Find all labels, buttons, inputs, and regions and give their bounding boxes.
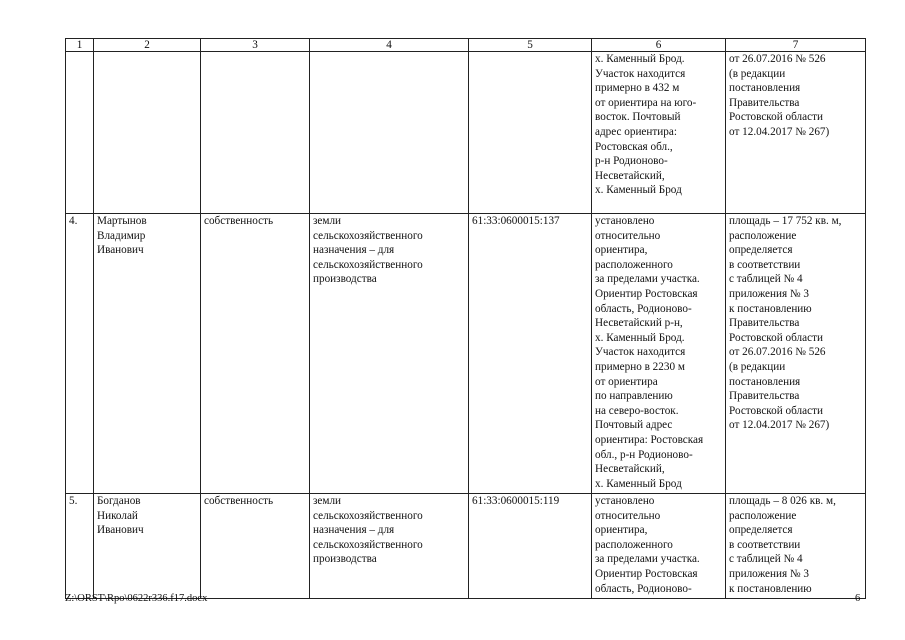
right-type-cell: собственность (201, 494, 310, 599)
right-type-cell (201, 52, 310, 214)
column-number: 7 (726, 39, 866, 52)
area-cell: от 26.07.2016 № 526 (в редакции постановления Правительства Ростовской области от 12.04.2017 № 267) (726, 52, 866, 214)
right-type-cell: собственность (201, 214, 310, 494)
location-cell: установлено относительно ориентира, расположенного за пределами участка. Ориентир Ростовская область, Родионово- Несветайский р-н, х. Каменный Брод. Участок находится примерно в 2230 м от ориентира по направлению на северо-восток. Почтовый адрес ориентира: Ростовская обл., р-н Родионово- Несветайский, х. Каменный Брод (592, 214, 726, 494)
column-number: 5 (469, 39, 592, 52)
owner-name-cell: Богданов Николай Иванович (94, 494, 201, 599)
cadastral-number-cell: 61:33:0600015:119 (469, 494, 592, 599)
area-cell: площадь – 8 026 кв. м, расположение определяется в соответствии с таблицей № 4 приложения № 3 к постановлению (726, 494, 866, 599)
table-row (66, 494, 866, 599)
column-number: 2 (94, 39, 201, 52)
column-number: 6 (592, 39, 726, 52)
cadastral-number-cell: 61:33:0600015:137 (469, 214, 592, 494)
footer-file-path: Z:\ORST\Rpo\0622r336.f17.docx (65, 593, 208, 604)
area-cell: площадь – 17 752 кв. м, расположение определяется в соответствии с таблицей № 4 приложения № 3 к постановлению Правительства Ростовской области от 26.07.2016 № 526 (в редакции постановления Правительства Ростовской области от 12.04.2017 № 267) (726, 214, 866, 494)
row-number-cell (66, 52, 94, 214)
location-cell: х. Каменный Брод. Участок находится примерно в 432 м от ориентира на юго- восток. Почтовый адрес ориентира: Ростовская обл., р-н Родионово- Несветайский, х. Каменный Брод (592, 52, 726, 214)
location-cell: установлено относительно ориентира, расположенного за пределами участка. Ориентир Ростовская область, Родионово- (592, 494, 726, 599)
owner-name-cell: Мартынов Владимир Иванович (94, 214, 201, 494)
column-number: 3 (201, 39, 310, 52)
cadastral-number-cell (469, 52, 592, 214)
table-row (66, 52, 866, 214)
column-number: 1 (66, 39, 94, 52)
table-row (66, 214, 866, 494)
column-number: 4 (310, 39, 469, 52)
page-number: 6 (855, 593, 861, 604)
land-category-cell (310, 52, 469, 214)
land-category-cell: земли сельскохозяйственного назначения – для сельскохозяйственного производства (310, 494, 469, 599)
row-number-cell: 5. (66, 494, 94, 599)
row-number-cell: 4. (66, 214, 94, 494)
land-category-cell: земли сельскохозяйственного назначения – для сельскохозяйственного производства (310, 214, 469, 494)
column-number-row (66, 39, 866, 52)
owner-name-cell (94, 52, 201, 214)
land-plots-table (65, 38, 866, 599)
